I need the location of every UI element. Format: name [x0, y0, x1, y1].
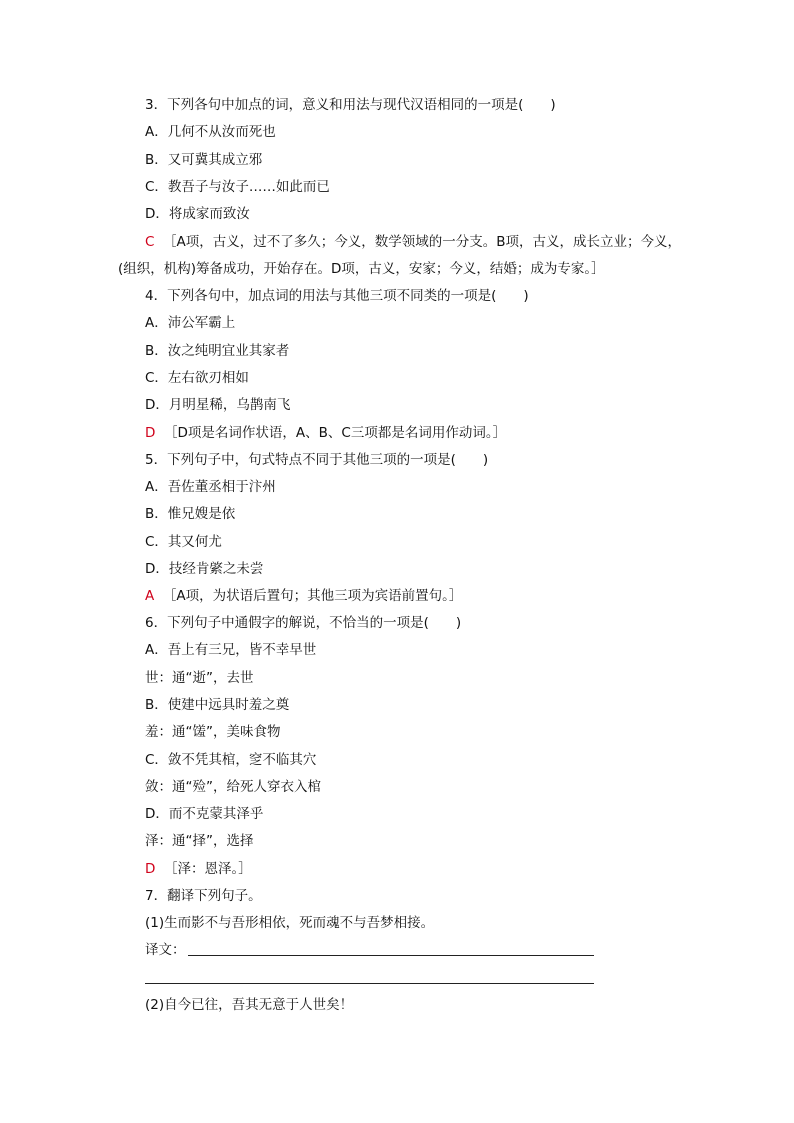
q7-stem: 7．翻译下列句子。	[145, 888, 262, 904]
q5-option-d: D．技经肯綮之未尝	[145, 561, 264, 577]
q6-option-a: A．吾上有三兄，皆不幸早世	[145, 642, 317, 658]
q3-option-c: C．教吾子与汝子……如此而已	[145, 179, 330, 195]
q6-explanation: ［泽：恩泽。］	[164, 861, 252, 877]
q3-option-d: D．将成家而致汝	[145, 206, 250, 222]
q5-option-b: B．惟兄嫂是依	[145, 506, 236, 522]
q5-option-a: A．吾佐董丞相于汴州	[145, 479, 276, 495]
q5-answer-line	[145, 587, 462, 605]
q4-option-c: C．左右欲刃相如	[145, 370, 249, 386]
q3-option-b: B．又可冀其成立邪	[145, 152, 263, 168]
q3-explanation-cont: (组织，机构)筹备成功，开始存在。D项，古义，安家；今义，结婚；成为专家。］	[118, 261, 605, 277]
q5-answer: A	[145, 588, 155, 604]
q3-option-a: A．几何不从汝而死也	[145, 124, 276, 140]
q6-option-c-note: 敛：通“殓”，给死人穿衣入棺	[145, 779, 321, 795]
q6-answer-line	[145, 860, 252, 878]
q5-explanation: ［A项，为状语后置句；其他三项为宾语前置句。］	[162, 588, 463, 604]
q6-option-a-note: 世：通“逝”，去世	[145, 670, 254, 686]
q3-answer: C	[145, 234, 155, 250]
q6-option-d: D．而不克蒙其泽乎	[145, 806, 264, 822]
q3-explanation: ［A项，古义，过不了多久；今义，数学领域的一分支。B项，古义，成长立业；今义，	[163, 234, 682, 250]
q6-answer: D	[145, 861, 156, 877]
q5-stem: 5．下列句子中，句式特点不同于其他三项的一项是( )	[145, 452, 489, 468]
q3-stem: 3．下列各句中加点的词，意义和用法与现代汉语相同的一项是( )	[145, 97, 556, 113]
q4-stem: 4．下列各句中，加点词的用法与其他三项不同类的一项是( )	[145, 288, 529, 304]
q7-translation-label: 译文：	[145, 942, 186, 958]
q6-option-d-note: 泽：通“择”，选择	[145, 833, 254, 849]
q4-option-d: D．月明星稀，乌鹊南飞	[145, 397, 291, 413]
q3-answer-line	[145, 233, 681, 251]
q4-explanation: ［D项是名词作状语，A、B、C三项都是名词用作动词。］	[164, 425, 507, 441]
q7-sentence-2: (2)自今已往，吾其无意于人世矣！	[145, 997, 354, 1013]
q4-answer: D	[145, 425, 156, 441]
q6-option-c: C．敛不凭其棺，窆不临其穴	[145, 752, 317, 768]
q5-option-c: C．其又何尤	[145, 534, 222, 550]
q4-answer-line	[145, 424, 506, 442]
q4-option-b: B．汝之纯明宜业其家者	[145, 343, 290, 359]
q6-stem: 6．下列句子中通假字的解说，不恰当的一项是( )	[145, 615, 462, 631]
q4-option-a: A．沛公军霸上	[145, 315, 236, 331]
q6-option-b-note: 羞：通“馐”，美味食物	[145, 724, 281, 740]
translation-answer-line[interactable]	[188, 955, 594, 956]
q7-sentence-1: (1)生而影不与吾形相依，死而魂不与吾梦相接。	[145, 915, 435, 931]
q6-option-b: B．使建中远具时羞之奠	[145, 697, 290, 713]
translation-answer-line-2[interactable]	[145, 983, 594, 984]
